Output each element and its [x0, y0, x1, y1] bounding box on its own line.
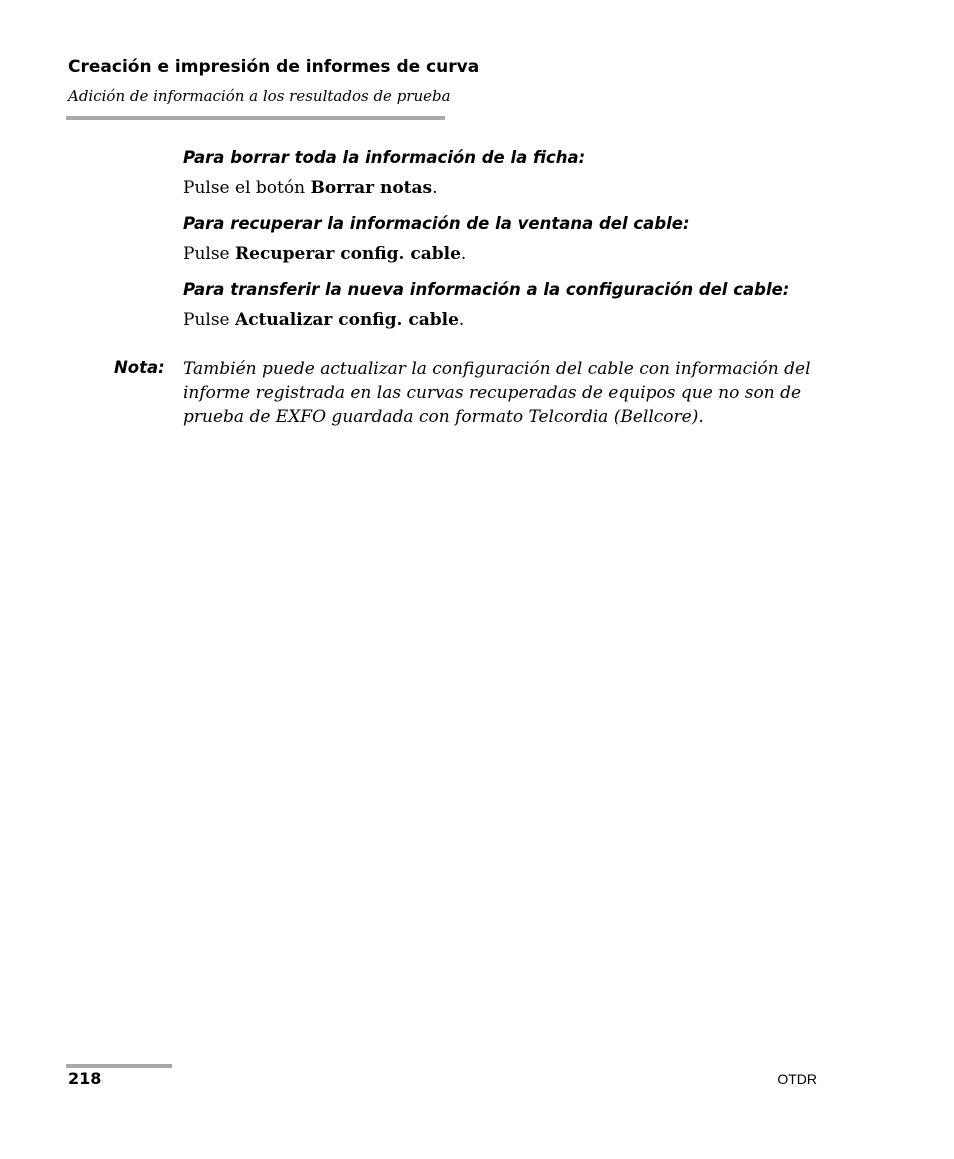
section-subtitle: Adición de información a los resultados de prueba	[68, 87, 451, 105]
step-text: Pulse el botón	[183, 178, 311, 198]
footer-divider	[66, 1064, 172, 1068]
header-divider	[66, 116, 445, 120]
step-punctuation: .	[458, 310, 465, 330]
step-punctuation: .	[432, 178, 438, 198]
step-text: Pulse	[183, 244, 236, 264]
procedure-step-recover-cable	[183, 244, 466, 264]
chapter-title: Creación e impresión de informes de curva	[68, 57, 480, 77]
step-button-name: Recuperar config. cable	[235, 244, 461, 264]
note-text	[183, 357, 823, 429]
procedure-heading-recover-cable: Para recuperar la información de la ventana del cable:	[183, 214, 690, 233]
procedure-step-transfer-cable	[183, 310, 464, 330]
note-label: Nota:	[114, 358, 165, 377]
procedure-step-clear-notes	[183, 178, 438, 198]
page-number: 218	[68, 1069, 102, 1088]
procedure-heading-transfer-cable: Para transferir la nueva información a la configuración del cable:	[183, 280, 790, 299]
step-button-name: Borrar notas	[310, 178, 433, 198]
note-line: prueba de EXFO guardada con formato Telcordia (Bellcore).	[183, 407, 704, 427]
step-punctuation: .	[460, 244, 467, 264]
step-button-name: Actualizar config. cable	[235, 310, 459, 330]
note-line: informe registrada en las curvas recuperadas de equipos que no son de	[183, 383, 802, 403]
procedure-heading-clear-notes: Para borrar toda la información de la ficha:	[183, 148, 586, 167]
step-text: Pulse	[183, 310, 236, 330]
product-name: OTDR	[777, 1071, 817, 1087]
note-line: También puede actualizar la configuración del cable con información del	[183, 359, 811, 379]
